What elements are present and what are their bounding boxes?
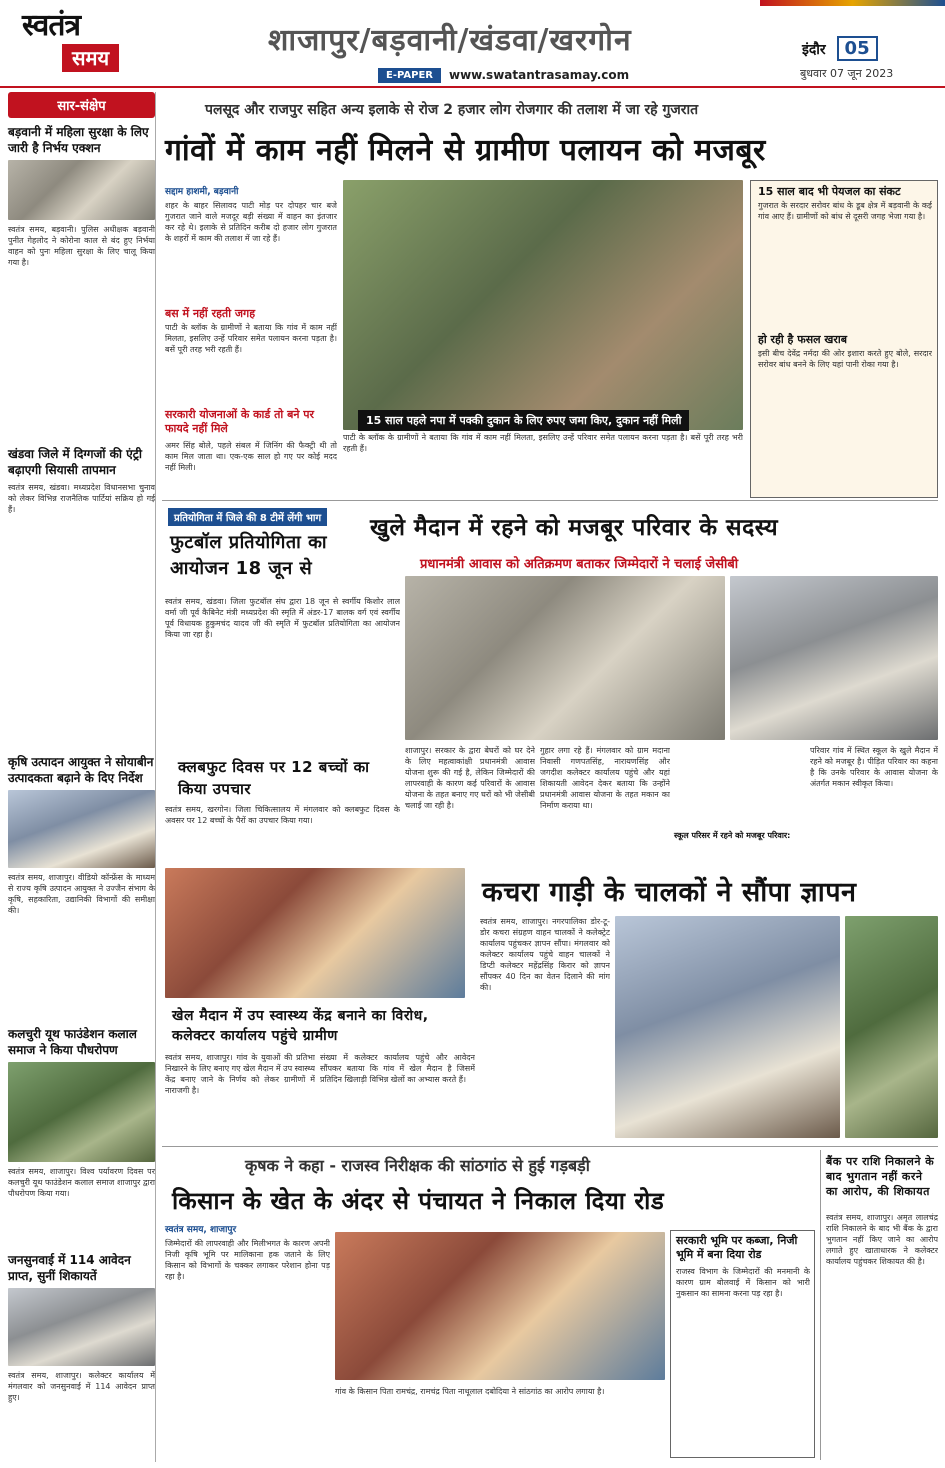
farmer-kicker: कृषक ने कहा - राजस्व निरीक्षक की सांठगांठ से हुई गड़बड़ी (245, 1156, 590, 1175)
page-number: 05 (837, 36, 878, 61)
lead-photo-caption: 15 साल पहले नपा में पक्की दुकान के लिए रुपए जमा किए, दुकान नहीं मिली (358, 410, 689, 431)
farmer-body-2: गांव के किसान पिता रामचंद्र, रामचंद्र पिता नाथूलाल दबोदिया ने सांठगांठ का आरोप लगाया है। (335, 1387, 605, 1396)
brief-headline[interactable]: कलचुरी यूथ फाउंडेशन कलाल समाज ने किया पौधरोपण (8, 1027, 137, 1057)
brief-body: स्वतंत्र समय, शाजापुर। कलेक्टर कार्यालय में मंगलवार को जनसुनवाई में 114 आवेदन प्राप्त हुए। (8, 1371, 155, 1402)
lead-kicker: पलसूद और राजपुर सहित अन्य इलाके से रोज 2 हजार लोग रोजगार की तलाश में जा रहे गुजरात (205, 102, 699, 118)
brief-headline[interactable]: बड़वानी में महिला सुरक्षा के लिए जारी है निर्भय एक्शन (8, 125, 149, 155)
brief-headline[interactable]: खंडवा जिले में दिग्गजों की एंट्री बढ़ाएगी सियासी तापमान (8, 447, 142, 477)
family-body-3: परिवार गांव में स्थित स्कूल के खुले मैदान में रहने को मजबूर है। पीड़ित परिवार का कहना है कि उनके परिवार के आवास योजना के अंतर्गत मकान स्वीकृत किया। (810, 746, 938, 788)
farmer-box-title: सरकारी भूमि पर कब्जा, निजी भूमि में बना दिया रोड (676, 1234, 798, 1261)
side-box-subhead: हो रही है फसल खराब (758, 333, 848, 346)
lead-byline: सद्दाम हाशमी, बड़वानी (165, 187, 239, 197)
football-body: स्वतंत्र समय, खंडवा। जिला फुटबॉल संघ द्वारा 18 जून से स्वर्गीय किशोर लाल वर्मा जी पूर्व कैबिनेट मंत्री मध्यप्रदेश की स्मृति में अंडर-17 बालक वर्ग एवं स्वर्गीय पूर्व विधायक हुकुमचंद यादव जी की स्मृति में फुटबॉल प्रतियोगिता का आयोजन किया जा रहा है। (165, 597, 400, 639)
divider (820, 1150, 821, 1460)
bank-body: स्वतंत्र समय, शाजापुर। अमृत लालचंद्र राशि निकालने के बाद भी बैंक के द्वारा भुगतान नहीं किए जाने का आरोप लगाते हुए खाताधारक ने कलेक्टर कार्यालय पहुंचकर शिकायत की है। (826, 1213, 938, 1266)
brief-body: स्वतंत्र समय, खंडवा। मध्यप्रदेश विधानसभा चुनाव को लेकर विभिन्न राजनैतिक पार्टियां सक्रिय हो गई हैं। (8, 483, 155, 514)
brief-photo (8, 790, 155, 868)
left-column-briefs (8, 92, 156, 1462)
website-link[interactable]: www.swatantrasamay.com (449, 68, 630, 82)
divider (162, 500, 938, 501)
garbage-photo (615, 916, 840, 1138)
epaper-bar[interactable] (378, 66, 629, 84)
brief-headline[interactable]: जनसुनवाई में 114 आवेदन प्राप्त, सुनीं शिकायतें (8, 1253, 131, 1283)
health-body: स्वतंत्र समय, शाजापुर। गांव के युवाओं की प्रतिभा निखारने के लिए बनाए गए खेल मैदान में उप स्वास्थ्य केंद्र बनाए जाने के निर्णय को लेकर ग्रामीणों में नाराजगी है। (165, 1053, 315, 1095)
bank-headline[interactable]: बैंक पर राशि निकालने के बाद भुगतान नहीं करने का आरोप, की शिकायत (826, 1155, 935, 1198)
brief-headline[interactable]: कृषि उत्पादन आयुक्त ने सोयाबीन उत्पादकता बढ़ाने के दिए निर्देश (8, 755, 154, 785)
family-body: शाजापुर। सरकार के द्वारा बेघरों को घर देने के लिए महत्वाकांक्षी प्रधानमंत्री आवास योजना शुरू की गई है, लेकिन जिम्मेदारों की लापरवाही के कारण कई परिवारों के आवास योजना के तहत बनाए गए घरों को भी जेसीबी चलाई जा रही है। (405, 746, 535, 810)
health-body-2: संख्या में कलेक्टर कार्यालय पहुंचे और आवेदन सौंपकर बताया कि गांव में खेल मैदान है जिसमें प्रतिदिन खिलाड़ी विभिन्न खेलों का अभ्यास करते हैं। (320, 1053, 475, 1084)
brief-body: स्वतंत्र समय, शाजापुर। विश्व पर्यावरण दिवस पर कलचुरी यूथ फाउंडेशन कलाल समाज शाजापुर द्वारा पौधरोपण किया गया। (8, 1167, 155, 1198)
health-headline[interactable]: खेल मैदान में उप स्वास्थ्य केंद्र बनाने का विरोध, कलेक्टर कार्यालय पहुंचे ग्रामीण (172, 1008, 429, 1044)
farmer-headline[interactable]: किसान के खेत के अंदर से पंचायत ने निकाल दिया रोड (172, 1187, 665, 1215)
city-name: इंदौर (802, 42, 826, 58)
section-tag: सार-संक्षेप (8, 92, 155, 118)
brief-body: स्वतंत्र समय, शाजापुर। वीडियो कॉन्फ्रेंस के माध्यम से राज्य कृषि उत्पादन आयुक्त ने उज्जैन संभाग के कृषि, सहकारिता, उद्यानिकी विभागों की समीक्षा की। (8, 873, 155, 915)
side-box-body-2: इसी बीच देवेंद्र नर्मदा की ओर इशारा करते हुए बोले, सरदार सरोवर बांध बनने के लिए यहां पानी रोका गया है। (758, 349, 932, 369)
family-body-2: गुहार लगा रहे हैं। मंगलवार को ग्राम मदाना निवासी गणपतसिंह, नारायणसिंह और जगदीश कलेक्टर कार्यालय पहुंचे और यहां शिकायती आवेदन देकर बताया कि उन्होंने प्रधानमंत्री आवास योजना के तहत मकान का निर्माण कराया था। (540, 746, 670, 810)
lead-subhead-2: सरकारी योजनाओं के कार्ड तो बने पर फायदे नहीं मिले (165, 408, 315, 435)
brief-photo (8, 1288, 155, 1366)
garbage-body: स्वतंत्र समय, शाजापुर। नगरपालिका डोर-टू-डोर कचरा संग्रहण वाहन चालकों ने कलेक्ट्रेट कार्यालय पहुंचकर ज्ञापन सौंपा। मंगलवार को कलेक्टर कार्यालय पहुंचे वाहन चालकों ने डिप्टी कलेक्टर महेंद्रसिंह किरार को ज्ञापन सौंपकर 40 दिन का वेतन दिलाने की मांग की। (480, 917, 610, 992)
lead-subhead-1: बस में नहीं रहती जगह (165, 307, 256, 320)
epaper-tag: E-PAPER (378, 68, 441, 83)
lead-body: शहर के बाहर सिलावद पाटी मोड़ पर दोपहर चार बजे गुजरात जाने वाले मजदूर बड़ी संख्या में वाहन का इंतजार कर रहे थे। इलाके से प्रतिदिन करीब दो हजार लोग गुजरात के शहरों में काम की तलाश में जा रहे हैं। (165, 201, 337, 243)
family-subhead-2: स्कूल परिसर में रहने को मजबूर परिवार: (674, 831, 791, 840)
football-tag: प्रतियोगिता में जिले की 8 टीमें लेंगी भाग (168, 508, 327, 526)
divider (162, 1146, 938, 1147)
lead-body-3: अमर सिंह बोले, पहले संबल में जिनिंग की फैक्ट्री थी तो काम मिल जाता था। एक-एक साल हो गए पर कोई मदद नहीं मिली। (165, 441, 337, 472)
clubfoot-body: स्वतंत्र समय, खरगोन। जिला चिकित्सालय में मंगलवार को क्लबफुट दिवस के अवसर पर 12 बच्चों के पैरों का उपचार किया गया। (165, 805, 400, 825)
side-box-body: गुजरात के सरदार सरोवर बांध के डूब क्षेत्र में बड़वानी के कई गांव आए हैं। ग्रामीणों को बांध से दूसरी जगह भेजा गया है। (758, 201, 932, 221)
lead-body-2: पाटी के ब्लॉक के ग्रामीणों ने बताया कि गांव में काम नहीं मिलता, इसलिए उन्हें परिवार समेत पलायन करना पड़ता है। बसें पूरी तरह भरी रहती हैं। (165, 323, 337, 354)
logo-bottom-text: समय (62, 44, 119, 72)
lead-photo-text: पाटी के ब्लॉक के ग्रामीणों ने बताया कि गांव में काम नहीं मिलता, इसलिए उन्हें परिवार समेत पलायन करना पड़ता है। बसें पूरी तरह भरी रहती हैं। (343, 433, 743, 453)
clubfoot-photo (165, 868, 465, 998)
farmer-box-body: राजस्व विभाग के जिम्मेदारों की मनमानी के कारण ग्राम बोलवाई में किसान को भारी नुकसान का सामना करना पड़ रहा है। (676, 1267, 810, 1298)
garbage-side-photo (845, 916, 938, 1138)
edition-title: शाजापुर/बड़वानी/खंडवा/खरगोन (268, 23, 632, 58)
masthead (0, 0, 945, 88)
farmer-byline: स्वतंत्र समय, शाजापुर (165, 1225, 237, 1235)
brief-photo (8, 160, 155, 220)
family-subhead: प्रधानमंत्री आवास को अतिक्रमण बताकर जिम्मेदारों ने चलाई जेसीबी (420, 557, 739, 572)
farmer-photo (335, 1232, 665, 1380)
issue-date: बुधवार 07 जून 2023 (800, 67, 894, 80)
family-photo-2 (730, 576, 938, 740)
color-strip (760, 0, 945, 6)
lead-photo-bus (343, 180, 743, 430)
farmer-body: जिम्मेदारों की लापरवाही और मिलीभगत के कारण अपनी निजी कृषि भूमि पर मालिकाना हक जताने के लिए किसान को विभागों के चक्कर लगाकर परेशान होना पड़ रहा है। (165, 1239, 330, 1281)
newspaper-logo[interactable] (22, 8, 142, 80)
brief-body: स्वतंत्र समय, बड़वानी। पुलिस अधीक्षक बड़वानी पुनीत गेहलोद ने कोरोना काल से बंद हुए निर्भया वाहन को पुनः महिला सुरक्षा के लिए चालू किया गया है। (8, 225, 155, 267)
football-headline[interactable]: फुटबॉल प्रतियोगिता का आयोजन 18 जून से (170, 532, 328, 579)
logo-top-text: स्वतंत्र (22, 8, 81, 43)
lead-headline[interactable]: गांवों में काम नहीं मिलने से ग्रामीण पलायन को मजबूर (165, 133, 766, 168)
brief-photo (8, 1062, 155, 1162)
family-photo-1 (405, 576, 725, 740)
garbage-headline[interactable]: कचरा गाड़ी के चालकों ने सौंपा ज्ञापन (482, 877, 857, 908)
clubfoot-headline[interactable]: क्लबफुट दिवस पर 12 बच्चों का किया उपचार (178, 758, 370, 798)
side-box-title: 15 साल बाद भी पेयजल का संकट (758, 185, 901, 198)
city-label (802, 36, 878, 61)
family-headline[interactable]: खुले मैदान में रहने को मजबूर परिवार के सदस्य (370, 515, 779, 541)
